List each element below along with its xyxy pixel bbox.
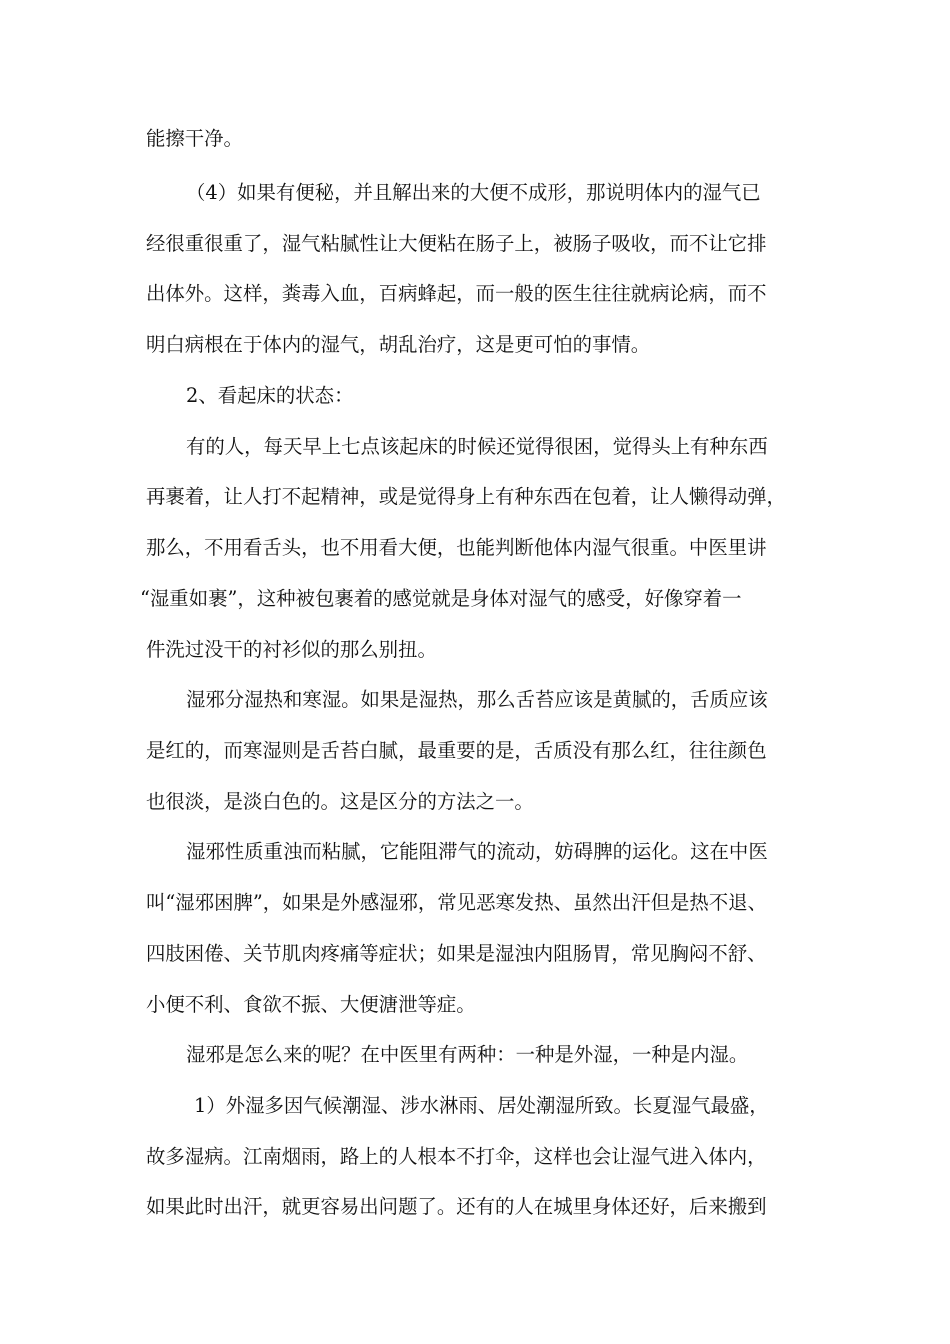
text-line-18: 小便不利、食欲不振、大便溏泄等症。: [146, 993, 476, 1016]
text-line-16: 叫“湿邪困脾”，如果是外感湿邪，常见恶寒发热、虽然出汗但是热不退、: [146, 891, 767, 914]
text-line-17: 四肢困倦、关节肌肉疼痛等症状；如果是湿浊内阻肠胃，常见胸闷不舒、: [146, 942, 767, 965]
text-line-1: 能擦干净。: [146, 127, 243, 150]
text-line-5: 明白病根在于体内的湿气，胡乱治疗，这是更可怕的事情。: [146, 333, 651, 356]
text-line-14: 也很淡，是淡白色的。这是区分的方法之一。: [146, 790, 534, 813]
text-line-9: 那么，不用看舌头，也不用看大便，也能判断他体内湿气很重。中医里讲: [146, 536, 767, 559]
text-line-10: “湿重如裹”，这种被包裹着的感觉就是身体对湿气的感受，好像穿着一: [140, 587, 742, 610]
text-line-4: 出体外。这样，粪毒入血，百病蜂起，而一般的医生往往就病论病，而不: [146, 282, 767, 305]
text-line-20: 1）外湿多因气候潮湿、涉水淋雨、居处潮湿所致。长夏湿气最盛，: [194, 1094, 769, 1117]
text-line-11: 件洗过没干的衬衫似的那么别扭。: [146, 638, 437, 661]
section-heading: 2、看起床的状态：: [186, 384, 354, 407]
text-line-22: 如果此时出汗，就更容易出问题了。还有的人在城里身体还好，后来搬到: [146, 1195, 767, 1218]
text-line-3: 经很重很重了，湿气粘腻性让大便粘在肠子上，被肠子吸收，而不让它排: [146, 232, 767, 255]
text-line-21: 故多湿病。江南烟雨，路上的人根本不打伞，这样也会让湿气进入体内，: [146, 1145, 767, 1168]
text-line-12: 湿邪分湿热和寒湿。如果是湿热，那么舌苔应该是黄腻的，舌质应该: [186, 688, 768, 711]
text-line-2: （4）如果有便秘，并且解出来的大便不成形，那说明体内的湿气已: [186, 181, 761, 204]
text-line-8: 再裹着，让人打不起精神，或是觉得身上有种东西在包着，让人懒得动弹，: [146, 485, 786, 508]
text-line-15: 湿邪性质重浊而粘腻，它能阻滞气的流动，妨碍脾的运化。这在中医: [186, 840, 768, 863]
text-line-19: 湿邪是怎么来的呢？在中医里有两种：一种是外湿，一种是内湿。: [186, 1043, 749, 1066]
text-line-13: 是红的，而寒湿则是舌苔白腻，最重要的是，舌质没有那么红，往往颜色: [146, 739, 767, 762]
text-line-7: 有的人，每天早上七点该起床的时候还觉得很困，觉得头上有种东西: [186, 435, 768, 458]
